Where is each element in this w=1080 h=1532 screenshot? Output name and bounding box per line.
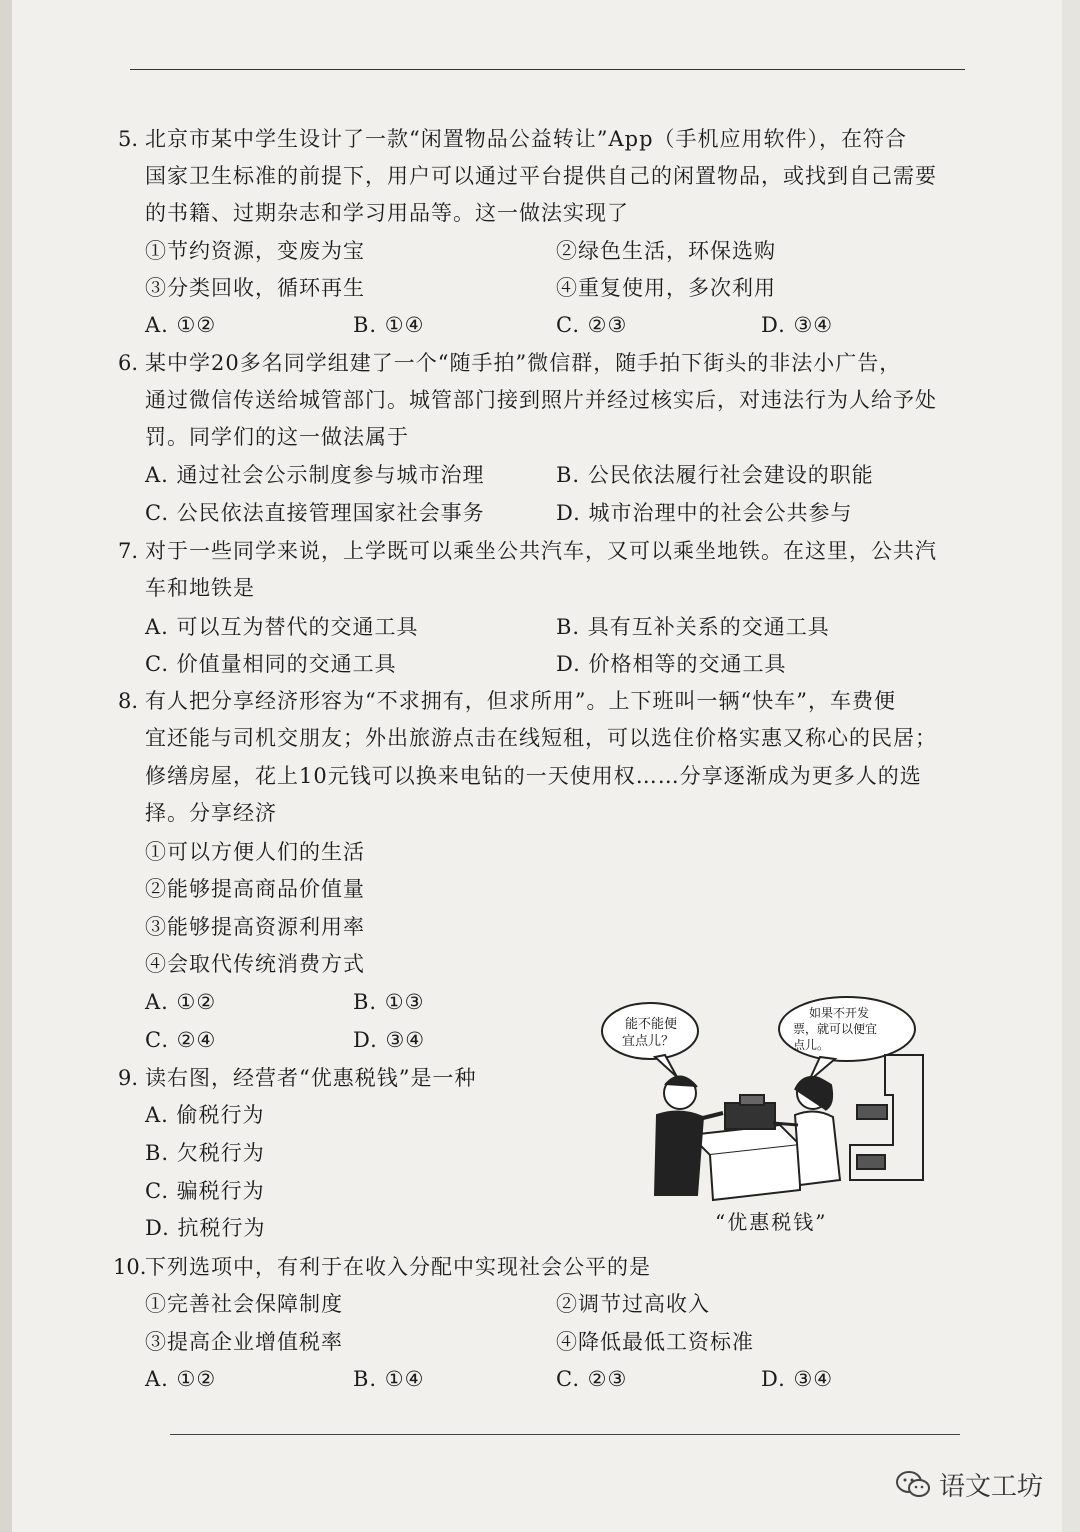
choice-d: D. ③④ (761, 313, 834, 337)
statement-item: ④会取代传统消费方式 (145, 952, 365, 976)
question-text: 罚。同学们的这一做法属于 (145, 425, 409, 449)
choice-c: C. ②③ (556, 1367, 628, 1391)
wechat-icon (895, 1470, 931, 1500)
choice-c: C. 价值量相同的交通工具 (145, 652, 397, 676)
tax-cartoon (595, 995, 935, 1210)
footer-rule (170, 1434, 960, 1435)
question-number: 9. (118, 1066, 139, 1090)
statement-item: ④降低最低工资标准 (556, 1330, 754, 1354)
question-text: 读右图，经营者“优惠税钱”是一种 (145, 1066, 477, 1090)
choice-b: B. 具有互补关系的交通工具 (556, 615, 830, 639)
statement-item: ③提高企业增值税率 (145, 1330, 343, 1354)
choice-b: B. ①③ (353, 990, 425, 1014)
question-text: 宜还能与司机交朋友；外出旅游点击在线短租，可以选住价格实惠又称心的民居； (145, 726, 937, 750)
bubble-right-line-3: 点儿。 (793, 1038, 830, 1052)
choice-b: B. 欠税行为 (145, 1141, 265, 1165)
choice-c: C. 公民依法直接管理国家社会事务 (145, 501, 485, 525)
question-text: 下列选项中，有利于在收入分配中实现社会公平的是 (145, 1255, 651, 1279)
question-text: 车和地铁是 (145, 576, 255, 600)
header-rule (130, 69, 965, 70)
choice-a: A. 偷税行为 (145, 1103, 265, 1127)
shop-counter (690, 1095, 800, 1200)
question-number: 5. (118, 127, 139, 151)
scan-edge-left (0, 0, 12, 1532)
choice-d: D. 抗税行为 (145, 1216, 266, 1240)
question-text: 某中学20多名同学组建了一个“随手拍”微信群，随手拍下街头的非法小广告， (145, 351, 902, 375)
choice-d: D. 价格相等的交通工具 (556, 652, 787, 676)
watermark (895, 1466, 1043, 1503)
question-text: 通过微信传送给城管部门。城管部门接到照片并经过核实后，对违法行为人给予处 (145, 388, 937, 412)
choice-a: A. 通过社会公示制度参与城市治理 (145, 463, 485, 487)
statement-item: ③能够提高资源利用率 (145, 915, 365, 939)
statement-item: ②绿色生活，环保选购 (556, 239, 776, 263)
choice-a: A. 可以互为替代的交通工具 (145, 615, 419, 639)
statement-item: ①节约资源，变废为宝 (145, 239, 365, 263)
watermark-text: 语文工坊 (939, 1472, 1044, 1502)
question-number: 6. (118, 351, 139, 375)
shop-shelf (850, 1055, 923, 1180)
statement-item: ①完善社会保障制度 (145, 1292, 343, 1316)
choice-a: A. ①② (145, 1367, 217, 1391)
statement-item: ②能够提高商品价值量 (145, 877, 365, 901)
choice-a: A. ①② (145, 990, 217, 1014)
bubble-left-line-2: 宜点儿？ (622, 1034, 675, 1049)
statement-item: ①可以方便人们的生活 (145, 840, 365, 864)
speech-bubble-left (602, 1003, 698, 1077)
question-text: 的书籍、过期杂志和学习用品等。这一做法实现了 (145, 201, 629, 225)
choice-c: C. ②④ (145, 1028, 217, 1052)
choice-b: B. ①④ (353, 313, 425, 337)
choice-d: D. ③④ (761, 1367, 834, 1391)
bubble-left-line-1: 能不能便 (625, 1017, 678, 1032)
choice-c: C. ②③ (556, 313, 628, 337)
choice-c: C. 骗税行为 (145, 1179, 265, 1203)
choice-a: A. ①② (145, 313, 217, 337)
question-text: 有人把分享经济形容为“不求拥有，但求所用”。上下班叫一辆“快车”，车费便 (145, 689, 896, 713)
choice-b: B. 公民依法履行社会建设的职能 (556, 463, 874, 487)
cartoon-caption: “优惠税钱” (715, 1210, 828, 1234)
question-number: 10. (113, 1255, 147, 1279)
question-text: 国家卫生标准的前提下，用户可以通过平台提供自己的闲置物品，或找到自己需要 (145, 164, 937, 188)
choice-d: D. ③④ (353, 1028, 426, 1052)
question-number: 7. (118, 539, 139, 563)
statement-item: ④重复使用，多次利用 (556, 276, 776, 300)
speech-bubble-right (779, 997, 915, 1081)
choice-d: D. 城市治理中的社会公共参与 (556, 501, 853, 525)
statement-item: ②调节过高收入 (556, 1292, 710, 1316)
question-text: 北京市某中学生设计了一款“闲置物品公益转让”App（手机应用软件），在符合 (145, 127, 908, 151)
bubble-right-line-1: 如果不开发 (809, 1006, 870, 1020)
statement-item: ③分类回收，循环再生 (145, 276, 365, 300)
scan-edge-right (1062, 0, 1080, 1532)
question-text: 择。分享经济 (145, 801, 277, 825)
bubble-right-line-2: 票，就可以便宜 (793, 1022, 878, 1036)
question-number: 8. (118, 689, 139, 713)
choice-b: B. ①④ (353, 1367, 425, 1391)
question-text: 修缮房屋，花上10元钱可以换来电钻的一天使用权……分享逐渐成为更多人的选 (145, 764, 922, 788)
question-text: 对于一些同学来说，上学既可以乘坐公共汽车，又可以乘坐地铁。在这里，公共汽 (145, 539, 937, 563)
